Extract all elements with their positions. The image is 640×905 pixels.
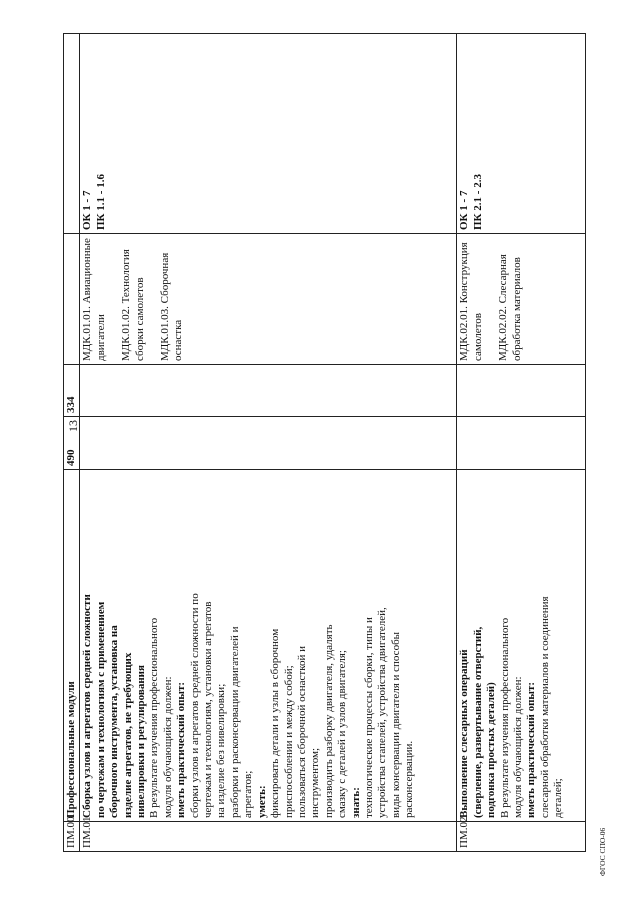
section-heading: уметь: [255, 785, 268, 818]
module-title [81, 473, 148, 818]
required-hours-cell [80, 365, 457, 417]
module-title-line: Выполнение слесарных операций [458, 649, 471, 818]
total-hours-cell [457, 417, 586, 470]
body-line: разборки и расконсервации двигателей и [228, 626, 241, 818]
body-line: пользоваться сборочной оснасткой и [295, 646, 308, 818]
body-line: фиксировать детали и узлы в сборочном [269, 628, 282, 818]
mdk-line: сборки самолетов [133, 277, 146, 361]
body-line: инструментом; [309, 747, 322, 818]
rotated-table-container [63, 34, 587, 852]
header-total-hours: 490 [64, 417, 80, 470]
required-hours-cell [457, 365, 586, 417]
competences-cell [457, 34, 586, 234]
competence-line: ОК 1 - 7 [81, 190, 94, 230]
competence-line: ПК 1.1 - 1.6 [94, 174, 107, 230]
body-line: В результате изучения профессионального [498, 617, 511, 818]
body-line: модуля обучающийся должен: [161, 676, 174, 818]
body-line: слесарной обработки материалов и соединения [538, 596, 551, 818]
page-number: 13 [66, 420, 80, 432]
mdk-line: МДК.02.02. Слесарная [497, 254, 510, 361]
document-footer: ФГОС СПО-06 [598, 827, 607, 876]
section-heading: иметь практический опыт: [525, 681, 538, 818]
mdk-cell [457, 234, 586, 365]
body-line: виды консервации двигателя и способы [389, 631, 402, 818]
competence-line: ОК 1 - 7 [458, 190, 471, 230]
module-body [148, 473, 416, 818]
body-line: расконсервации. [403, 740, 416, 818]
body-line: производить разборку двигателя, удалять [322, 624, 335, 818]
body-line: деталей; [552, 778, 565, 818]
competences-cell [80, 34, 457, 234]
header-required-hours: 334 [64, 365, 80, 417]
body-line: агрегатов; [242, 770, 255, 818]
module-code: ПМ.01 [80, 822, 457, 852]
module-title-line: по чертежам и технологиям с применением [94, 601, 107, 818]
section-heading: иметь практический опыт: [175, 681, 188, 818]
module-body [499, 473, 566, 818]
section-heading: знать: [349, 787, 362, 818]
table-row [457, 34, 586, 852]
header-competences [64, 34, 80, 234]
mdk-line: двигатели [94, 314, 107, 361]
module-title-line: сборочного инструмента, установка на [108, 625, 121, 818]
module-description [80, 470, 457, 822]
body-line: В результате изучения профессионального [148, 617, 161, 818]
professional-modules-table [63, 33, 586, 852]
competence-line: ПК 2.1 - 2.3 [471, 174, 484, 230]
module-title-line: изделие агрегатов, не требующих [121, 652, 134, 818]
module-description [457, 470, 586, 822]
module-title-line: нивелировки и регулирования [135, 665, 148, 818]
body-line: модуля обучающийся должен: [512, 676, 525, 818]
module-title-line: Сборка узлов и агрегатов средней сложности [81, 594, 94, 818]
body-line: устройства стапелей, устройства двигателей, [376, 607, 389, 818]
mdk-line: МДК.01.01. Авиационные [81, 238, 94, 361]
body-line: технологические процессы сборки, типы и [362, 617, 375, 818]
module-title [458, 473, 498, 818]
mdk-line: МДК.01.03. Сборочная [159, 252, 172, 361]
header-code: ПМ.00 [64, 822, 80, 852]
mdk-line: оснастка [172, 319, 185, 361]
mdk-cell [80, 234, 457, 365]
header-title: Профессиональные модули [64, 470, 80, 822]
table-row [80, 34, 457, 852]
table-header-row [64, 34, 80, 852]
body-line: смазку с деталей и узлов двигателя; [336, 650, 349, 818]
header-mdk [64, 234, 80, 365]
body-line: чертежам и технологиям, установки агрегатов [202, 601, 215, 818]
mdk-line: самолетов [471, 313, 484, 361]
body-line: сборки узлов и агрегатов средней сложности по [188, 593, 201, 818]
total-hours-cell [80, 417, 457, 470]
module-title-line: (сверление, развертывание отверстий, [471, 626, 484, 818]
mdk-line: обработка материалов [510, 257, 523, 361]
module-title-line: подгонка простых деталей) [485, 682, 498, 818]
body-line: приспособлении и между собой; [282, 665, 295, 818]
mdk-line: МДК.02.01. Конструкция [458, 242, 471, 361]
module-code: ПМ.02 [457, 822, 586, 852]
mdk-line: МДК.01.02. Технология [120, 249, 133, 361]
body-line: на изделие без нивелировки; [215, 683, 228, 818]
